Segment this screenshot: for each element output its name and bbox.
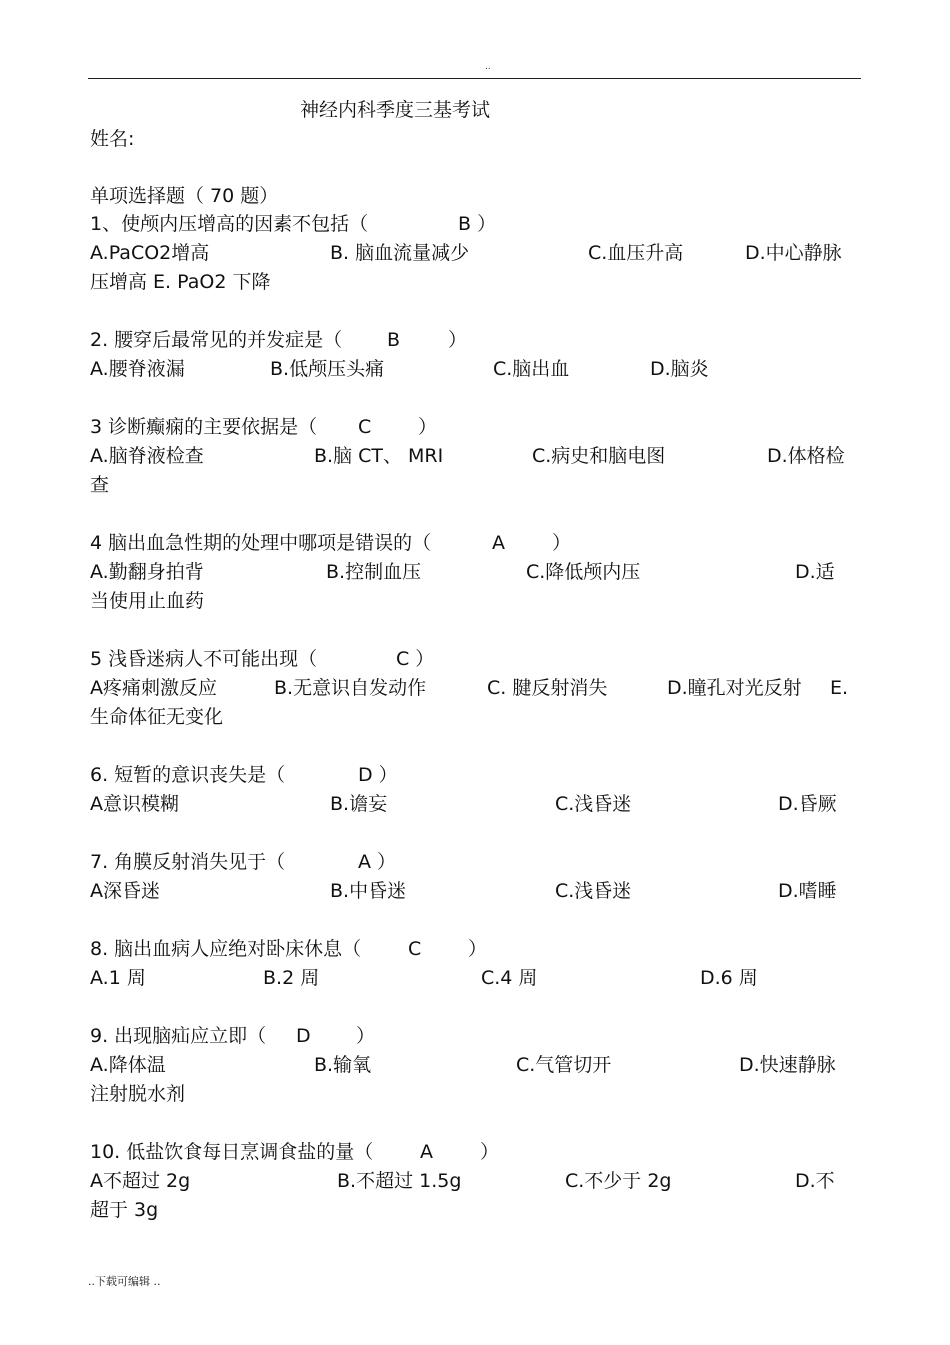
- stem-text: 6. 短暂的意识丧失是（: [90, 764, 286, 786]
- option-text: B.输氧: [314, 1054, 372, 1076]
- option-text: D.适: [795, 561, 835, 583]
- question-options: [90, 239, 860, 268]
- stem-text: D ）: [358, 764, 398, 786]
- question-options: [90, 268, 860, 297]
- option-text: B.不超过 1.5g: [337, 1170, 462, 1192]
- stem-text: 1、使颅内压增高的因素不包括（: [90, 213, 369, 235]
- option-text: 超于 3g: [90, 1199, 159, 1221]
- question-6: [90, 761, 860, 848]
- question-options: [90, 587, 860, 616]
- question-list: [90, 210, 860, 1254]
- question-stem: [90, 210, 860, 239]
- option-text: D.快速静脉: [739, 1054, 836, 1076]
- option-text: C.病史和脑电图: [532, 445, 666, 467]
- question-4: [90, 529, 860, 645]
- stem-text: ）: [356, 1025, 376, 1047]
- stem-text: B ）: [458, 213, 497, 235]
- option-text: 注射脱水剂: [90, 1083, 186, 1105]
- stem-text: D: [296, 1025, 311, 1047]
- option-text: A意识模糊: [90, 793, 179, 815]
- question-stem: [90, 1022, 860, 1051]
- stem-text: 5 浅昏迷病人不可能出现（: [90, 648, 318, 670]
- option-text: C.气管切开: [516, 1054, 612, 1076]
- question-stem: [90, 935, 860, 964]
- option-text: C. 腱反射消失: [487, 677, 608, 699]
- stem-text: 9. 出现脑疝应立即（: [90, 1025, 267, 1047]
- stem-text: 10. 低盐饮食每日烹调食盐的量（: [90, 1141, 374, 1163]
- question-stem: [90, 761, 860, 790]
- option-text: C.不少于 2g: [565, 1170, 672, 1192]
- option-text: B.中昏迷: [330, 880, 407, 902]
- header-dots: ..: [485, 62, 491, 72]
- question-stem: [90, 1138, 860, 1167]
- option-text: A.脑脊液检查: [90, 445, 204, 467]
- option-text: A疼痛刺激反应: [90, 677, 217, 699]
- stem-text: A ）: [358, 851, 397, 873]
- stem-text: B: [387, 329, 401, 351]
- option-text: D.体格检: [767, 445, 845, 467]
- question-options: [90, 471, 860, 500]
- question-options: [90, 442, 860, 471]
- question-options: [90, 558, 860, 587]
- option-text: C.血压升高: [588, 242, 684, 264]
- option-text: D.6 周: [700, 967, 758, 989]
- stem-text: 2. 腰穿后最常见的并发症是（: [90, 329, 343, 351]
- stem-text: 8. 脑出血病人应绝对卧床休息（: [90, 938, 362, 960]
- name-label: 姓名:: [90, 128, 135, 150]
- stem-text: C: [408, 938, 422, 960]
- option-text: B.谵妄: [330, 793, 388, 815]
- option-text: A深昏迷: [90, 880, 160, 902]
- option-text: A.腰脊液漏: [90, 358, 185, 380]
- stem-text: ）: [552, 532, 572, 554]
- stem-text: ）: [418, 416, 438, 438]
- question-7: [90, 848, 860, 935]
- question-stem: [90, 413, 860, 442]
- question-options: [90, 355, 860, 384]
- question-options: [90, 877, 860, 906]
- question-stem: [90, 326, 860, 355]
- question-options: [90, 1196, 860, 1225]
- question-9: [90, 1022, 860, 1138]
- stem-text: 4 脑出血急性期的处理中哪项是错误的（: [90, 532, 432, 554]
- question-options: [90, 1167, 860, 1196]
- option-text: C.浅昏迷: [555, 880, 632, 902]
- question-options: [90, 964, 860, 993]
- option-text: A.1 周: [90, 967, 146, 989]
- stem-text: 3 诊断癫痫的主要依据是（: [90, 416, 318, 438]
- stem-text: ）: [480, 1141, 500, 1163]
- option-text: A.勤翻身拍背: [90, 561, 204, 583]
- option-text: D.昏厥: [778, 793, 837, 815]
- question-options: [90, 1080, 860, 1109]
- stem-text: ）: [468, 938, 488, 960]
- document-title: 神经内科季度三基考试: [300, 99, 491, 121]
- option-text: E.: [830, 677, 849, 699]
- stem-text: 7. 角膜反射消失见于（: [90, 851, 286, 873]
- option-text: B.无意识自发动作: [274, 677, 427, 699]
- stem-text: A: [420, 1141, 433, 1163]
- option-text: C.浅昏迷: [555, 793, 632, 815]
- question-stem: [90, 529, 860, 558]
- option-text: B.低颅压头痛: [270, 358, 385, 380]
- option-text: D.嗜睡: [778, 880, 837, 902]
- option-text: B.控制血压: [326, 561, 422, 583]
- option-text: C.4 周: [481, 967, 538, 989]
- question-1: [90, 210, 860, 326]
- question-5: [90, 645, 860, 761]
- question-2: [90, 326, 860, 413]
- stem-text: C: [358, 416, 372, 438]
- option-text: 压增高 E. PaO2 下降: [90, 271, 271, 293]
- footer-text: ..下载可编辑 ..: [88, 1275, 161, 1288]
- question-options: [90, 1051, 860, 1080]
- stem-text: ）: [448, 329, 468, 351]
- question-options: [90, 674, 860, 703]
- question-options: [90, 703, 860, 732]
- option-text: B. 脑血流量减少: [330, 242, 470, 264]
- option-text: A不超过 2g: [90, 1170, 191, 1192]
- option-text: D.中心静脉: [745, 242, 842, 264]
- question-options: [90, 790, 860, 819]
- option-text: B.2 周: [263, 967, 320, 989]
- question-stem: [90, 848, 860, 877]
- stem-text: A: [492, 532, 505, 554]
- question-8: [90, 935, 860, 1022]
- option-text: 查: [90, 474, 110, 496]
- option-text: C.降低颅内压: [526, 561, 641, 583]
- option-text: A.PaCO2增高: [90, 242, 210, 264]
- section-heading: 单项选择题（ 70 题）: [90, 185, 279, 207]
- option-text: B.脑 CT、 MRI: [314, 445, 444, 467]
- question-10: [90, 1138, 860, 1254]
- option-text: 生命体征无变化: [90, 706, 224, 728]
- question-stem: [90, 645, 860, 674]
- header-rule: [88, 78, 861, 79]
- option-text: 当使用止血药: [90, 590, 205, 612]
- option-text: D.脑炎: [650, 358, 709, 380]
- option-text: A.降体温: [90, 1054, 166, 1076]
- question-3: [90, 413, 860, 529]
- stem-text: C ）: [396, 648, 435, 670]
- option-text: D.不: [795, 1170, 835, 1192]
- option-text: C.脑出血: [493, 358, 570, 380]
- option-text: D.瞳孔对光反射: [667, 677, 802, 699]
